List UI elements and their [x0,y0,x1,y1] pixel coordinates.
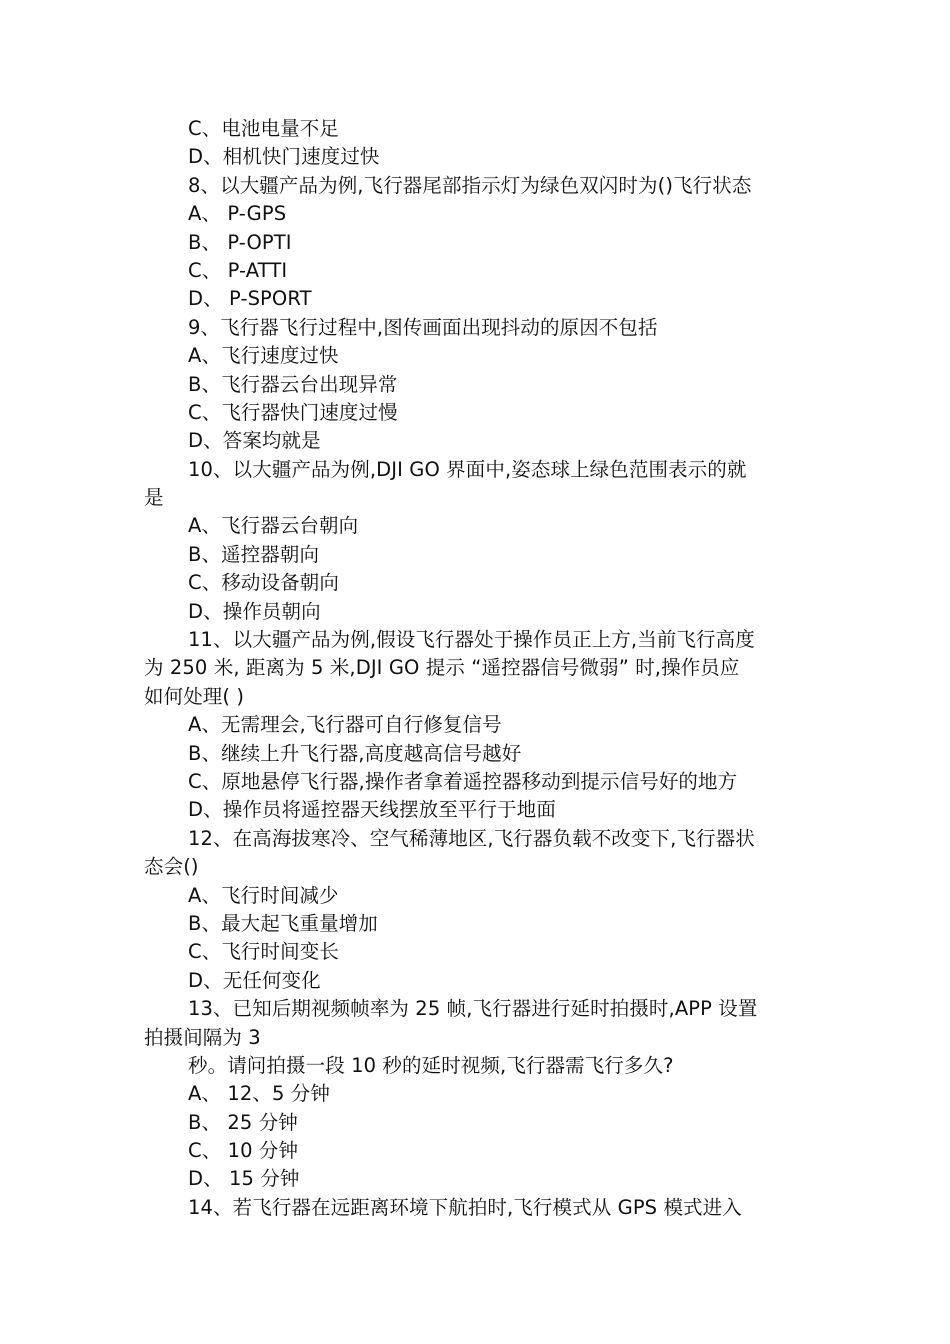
option-line: B、 P-OPTI [188,230,292,254]
document-body [144,115,810,1222]
question-line: 14、若飞行器在远距离环境下航拍时,飞行模式从 GPS 模式进入 [188,1195,742,1219]
question-line: 13、已知后期视频帧率为 25 帧,飞行器进行延时拍摄时,APP 设置 [188,997,758,1021]
option-line: B、最大起飞重量增加 [188,911,378,935]
option-line: D、操作员朝向 [188,599,321,623]
question-line: 12、在高海拔寒冷、空气稀薄地区,飞行器负载不改变下,飞行器状 [188,826,755,850]
option-line: C、移动设备朝向 [188,571,339,595]
option-line: C、原地悬停飞行器,操作者拿着遥控器移动到提示信号好的地方 [188,769,738,793]
question-line: 9、飞行器飞行过程中,图传画面出现抖动的原因不包括 [188,315,658,339]
option-line: A、飞行速度过快 [188,344,339,368]
option-line: A、飞行时间减少 [188,883,339,907]
option-line: B、 25 分钟 [188,1110,298,1134]
option-line: A、 12、5 分钟 [188,1082,330,1106]
question-continuation-line: 态会() [144,855,199,879]
option-line: C、 10 分钟 [188,1139,299,1163]
option-line: D、相机快门速度过快 [188,145,380,169]
option-line: B、飞行器云台出现异常 [188,372,398,396]
option-line: D、操作员将遥控器天线摆放至平行于地面 [188,798,556,822]
option-line: C、飞行时间变长 [188,940,339,964]
option-line: C、 P-ATTI [188,258,288,282]
option-line: D、无任何变化 [188,968,321,992]
question-continuation-line: 为 250 米, 距离为 5 米,DJI GO 提示 “遥控器信号微弱” 时,操作员应 [144,656,740,680]
option-line: 秒。请问拍摄一段 10 秒的延时视频,飞行器需飞行多久? [188,1053,674,1077]
option-line: D、答案均就是 [188,429,321,453]
question-line: 10、以大疆产品为例,DJI GO 界面中,姿态球上绿色范围表示的就 [188,457,747,481]
question-continuation-line: 拍摄间隔为 3 [144,1025,261,1049]
question-continuation-line: 如何处理( ) [144,684,245,708]
question-line: 11、以大疆产品为例,假设飞行器处于操作员正上方,当前飞行高度 [188,628,755,652]
option-line: A、飞行器云台朝向 [188,514,359,538]
option-line: C、电池电量不足 [188,117,339,140]
option-line: C、飞行器快门速度过慢 [188,400,398,424]
option-line: B、继续上升飞行器,高度越高信号越好 [188,741,522,765]
option-line: B、遥控器朝向 [188,542,320,566]
option-line: D、 P-SPORT [188,287,312,311]
option-line: A、 P-GPS [188,202,287,226]
question-line: 8、以大疆产品为例,飞行器尾部指示灯为绿色双闪时为()飞行状态 [188,173,752,197]
option-line: A、无需理会,飞行器可自行修复信号 [188,713,502,737]
question-continuation-line: 是 [144,486,164,510]
option-line: D、 15 分钟 [188,1167,300,1191]
